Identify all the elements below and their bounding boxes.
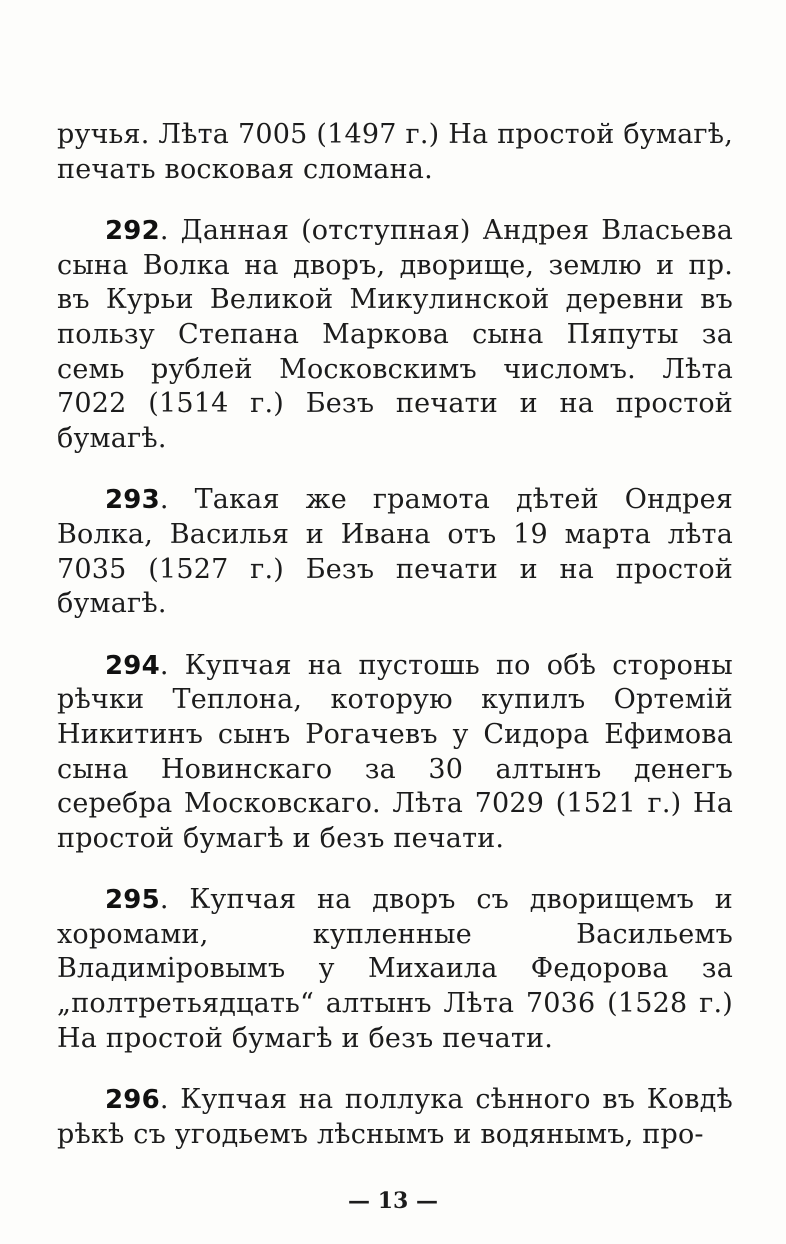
paragraph-entry-296	[57, 1083, 733, 1152]
paragraph-text: . Такая же грамота дѣтей Ондрея Волка, Василья и Ивана отъ 19 марта лѣта 7035 (1527 г.) Безъ печати и на простой бумагѣ.	[57, 484, 733, 620]
paragraph-text: . Данная (отступная) Андрея Власьева сына Волка на дворъ, дворище, землю и пр. въ Курьи Великой Микулинской деревни въ пользу Степана Маркова сына Пяпуты за семь рублей Московскимъ числомъ. Лѣта 7022 (1514 г.) Безъ печати и на простой бумагѣ.	[57, 215, 733, 454]
paragraph-entry-293	[57, 483, 733, 621]
paragraph-text: . Купчая на пустошь по обѣ стороны рѣчки Теплона, которую купилъ Ортемій Никитинъ сынъ Рогачевъ у Сидора Ефимова сына Новинскаго за 30 алтынъ денегъ серебра Московскаго. Лѣта 7029 (1521 г.) На простой бумагѣ и безъ печати.	[57, 649, 733, 854]
paragraph-text: . Купчая на дворъ съ дворищемъ и хоромами, купленные Васильемъ Владиміровымъ у Михаила Федорова за „полтретьядцать“ алтынъ Лѣта 7036 (1528 г.) На простой бумагѣ и безъ печати.	[57, 884, 733, 1054]
entry-number: 292	[105, 216, 160, 247]
entry-number: 294	[105, 650, 160, 681]
paragraph-entry-294	[57, 649, 733, 857]
paragraph-entry-295	[57, 883, 733, 1056]
paragraph-continuation	[57, 118, 733, 187]
entry-number: 293	[105, 485, 160, 516]
entry-number: 296	[105, 1085, 160, 1116]
paragraph-entry-292	[57, 214, 733, 456]
paragraph-text: ручья. Лѣта 7005 (1497 г.) На простой бумагѣ, печать восковая сломана.	[57, 119, 733, 185]
paragraph-text: . Купчая на поллука сѣнного въ Ковдѣ рѣкѣ съ угодьемъ лѣснымъ и водянымъ, про-	[57, 1084, 733, 1150]
entry-number: 295	[105, 885, 160, 916]
page-number: — 13 —	[348, 1188, 438, 1214]
document-body	[57, 118, 733, 1179]
